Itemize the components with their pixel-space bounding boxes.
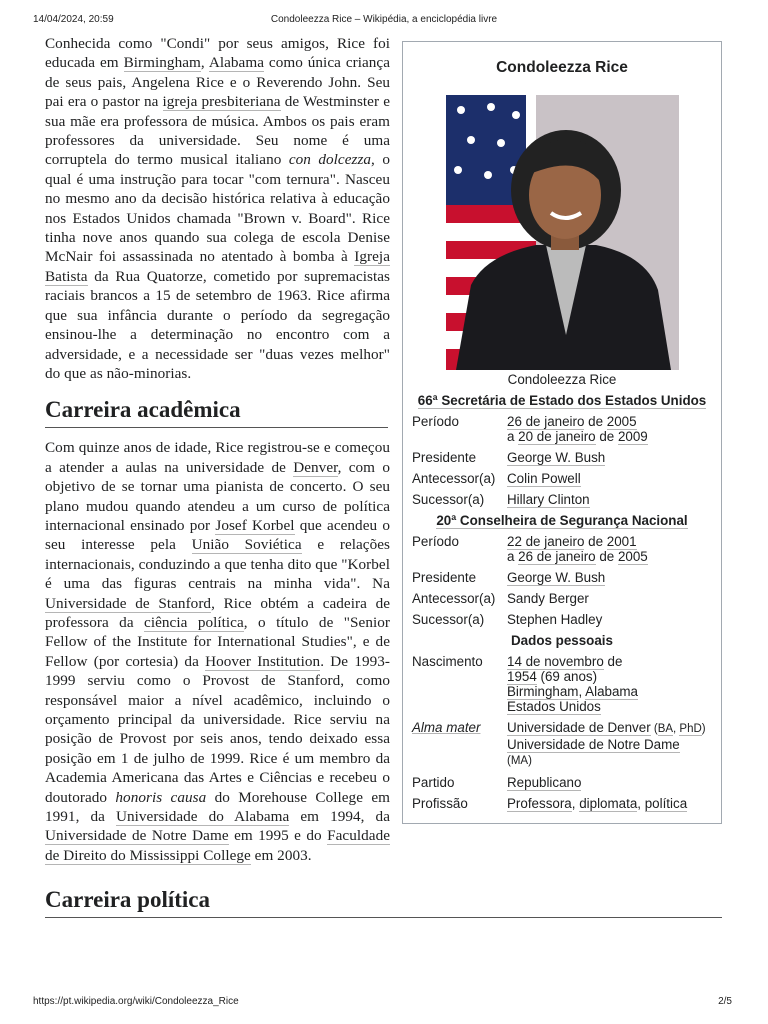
infobox-label[interactable]: Alma mater — [412, 720, 481, 735]
text-run: , Rice obtém a cadeira de professora da — [45, 594, 391, 631]
value-line — [507, 684, 713, 699]
infobox-row — [411, 534, 713, 564]
value-line — [507, 720, 713, 737]
infobox-text: a — [507, 429, 519, 444]
text-run: Conhecida como "Condi" por seus amigos, Rice foi educada em — [45, 35, 390, 72]
value-line — [507, 752, 713, 769]
text-run: de Westminster e sua mãe era professora de música. Ambos os pais eram professores da universidade. Seu nome é uma corruptela do termo musical italiano — [45, 93, 390, 169]
value-line — [507, 612, 713, 627]
value-line — [507, 450, 713, 465]
infobox-value — [507, 492, 713, 507]
value-line — [507, 699, 713, 714]
infobox-value — [507, 570, 713, 585]
infobox-row — [411, 471, 713, 486]
page-number: 2/5 — [718, 996, 732, 1007]
article-link[interactable]: igreja presbiteriana — [162, 93, 281, 111]
infobox-row — [411, 570, 713, 585]
text-run: . De 1993-1999 serviu como o Provost de Stanford, como responsável maior a nível acadêmico, incluindo o orçamento principal da universidade. Rice serviu na posição de Provost por seis anos, tendo deixado essa posição em 1 de julho de 1999. Rice é um membro da Academia Americana das Artes e Ciências e recebeu o doutorado — [45, 652, 390, 806]
infobox-label: Período — [412, 414, 459, 429]
infobox-link[interactable]: Alabama — [585, 684, 639, 699]
infobox-link[interactable]: 14 de novembro — [507, 654, 604, 669]
article-link[interactable]: Denver — [293, 458, 338, 476]
infobox-label: Período — [412, 534, 459, 549]
value-line — [507, 429, 713, 444]
infobox-text: de — [603, 654, 623, 669]
infobox-text: de — [584, 414, 607, 429]
infobox-text: ) — [701, 723, 706, 735]
infobox-label: Antecessor(a) — [412, 591, 496, 606]
photo-caption: Condoleezza Rice — [507, 372, 617, 387]
infobox-link[interactable]: Birmingham — [507, 684, 579, 699]
value-line — [507, 775, 713, 790]
text-run: , o título de "Senior Fellow of the Institute for International Studies", e de Fellow (por cortesia) da — [45, 613, 390, 670]
infobox-row — [411, 414, 713, 444]
infobox-link[interactable]: 2009 — [617, 429, 648, 444]
infobox-link[interactable]: 22 de janeiro — [507, 534, 585, 549]
infobox-link[interactable]: Estados Unidos — [507, 699, 601, 714]
infobox-label: Antecessor(a) — [412, 471, 496, 486]
print-url: https://pt.wikipedia.org/wiki/Condoleezza_Rice — [33, 996, 239, 1007]
article-link[interactable]: Universidade de Stanford — [45, 594, 212, 612]
text-run: do Morehouse College em 1991, da — [45, 788, 391, 826]
infobox-text: Sandy Berger — [507, 591, 589, 606]
value-line — [507, 737, 713, 752]
italic-text: con dolcezza — [288, 151, 372, 169]
infobox-link[interactable]: Hillary Clinton — [507, 492, 590, 507]
infobox-title: Condoleezza Rice — [496, 59, 628, 76]
article-link[interactable]: Birmingham — [123, 54, 201, 72]
infobox — [402, 41, 722, 824]
infobox-row — [411, 720, 713, 769]
article-content — [45, 34, 722, 928]
infobox-value — [507, 450, 713, 465]
infobox-link[interactable]: 26 de janeiro — [507, 414, 585, 429]
infobox-row — [411, 591, 713, 606]
article-link[interactable]: Igreja Batista — [45, 248, 390, 285]
infobox-link[interactable]: Universidade de Notre Dame — [507, 737, 680, 752]
infobox-section-heading — [411, 633, 713, 648]
infobox-value — [507, 775, 713, 790]
infobox-row — [411, 654, 713, 714]
heading-carreira-academica: Carreira acadêmica — [45, 397, 388, 428]
infobox-text: de — [595, 429, 618, 444]
infobox-link[interactable]: BA — [657, 723, 674, 735]
infobox-label: Sucessor(a) — [412, 492, 485, 507]
infobox-link[interactable]: 1954 — [507, 669, 537, 684]
text-run: e relações internacionais, conduzindo a que tenha dito que "Korbel é uma das figuras centrais na minha vida". Na — [45, 536, 390, 593]
value-line — [507, 534, 713, 549]
infobox-link[interactable]: Professora — [507, 796, 572, 811]
infobox-link[interactable]: 2005 — [617, 549, 648, 564]
value-line — [507, 492, 713, 507]
infobox-section-heading — [411, 393, 713, 408]
infobox-link[interactable]: George W. Bush — [507, 570, 606, 585]
infobox-text: de — [595, 549, 618, 564]
value-line — [507, 796, 713, 811]
text-run: em 1994, da — [289, 808, 390, 826]
text-run: , o qual é uma instrução para tocar "com ternura". Nasceu no mesmo ano da decisão histórica relativa à educação nos Estados Unidos chamada "Brown v. Board". Rice tinha nove anos quando sua colega de escola Denise McNair foi assassinada no atentado à bomba à — [45, 151, 390, 266]
infobox-value — [507, 471, 713, 486]
value-line — [507, 591, 713, 606]
heading-link[interactable]: Secretária de Estado dos Estados Unidos — [437, 393, 707, 408]
infobox-link[interactable]: Republicano — [507, 775, 582, 790]
value-line — [507, 570, 713, 585]
infobox-link[interactable]: Universidade de Denver — [507, 720, 651, 735]
infobox-row — [411, 612, 713, 627]
infobox-link[interactable]: 26 de janeiro — [518, 549, 596, 564]
infobox-value — [507, 414, 713, 444]
article-link[interactable]: Universidade de Notre Dame — [45, 827, 229, 845]
infobox-value — [507, 796, 713, 811]
infobox-text: , — [578, 684, 586, 699]
infobox-value — [507, 534, 713, 564]
article-link[interactable]: Alabama — [208, 54, 264, 72]
article-link[interactable]: União Soviética — [191, 536, 302, 554]
infobox-link[interactable]: diplomata — [579, 796, 638, 811]
portrait-photo — [446, 95, 679, 370]
infobox-text: Stephen Hadley — [507, 612, 603, 627]
infobox-row — [411, 775, 713, 790]
infobox-label: Partido — [412, 775, 455, 790]
heading-link[interactable]: 66ª — [417, 393, 438, 408]
value-line — [507, 654, 713, 669]
infobox-section-heading — [411, 513, 713, 528]
infobox-link[interactable]: PhD — [679, 723, 702, 735]
infobox-link[interactable]: 20 de janeiro — [518, 429, 596, 444]
value-line — [507, 549, 713, 564]
print-title: Condoleezza Rice – Wikipédia, a enciclopédia livre — [270, 14, 498, 25]
infobox-link[interactable]: George W. Bush — [507, 450, 606, 465]
infobox-value — [507, 591, 713, 606]
article-link[interactable]: ciência política — [144, 613, 244, 631]
value-line — [507, 471, 713, 486]
infobox-label: Sucessor(a) — [412, 612, 485, 627]
text-run: da Rua Quatorze, cometido por supremacistas raciais brancos a 15 de setembro de 1963. Rice afirma que sua infância durante o período da segregação ensinou-lhe a determinação no encontro com a adversidade, e a necessidade ser "duas vezes melhor" do que as não-minorias. — [45, 267, 390, 382]
infobox-text: (MA) — [507, 755, 532, 767]
heading-text: Dados pessoais — [511, 633, 613, 648]
infobox-text: (69 anos) — [536, 669, 598, 684]
infobox-row — [411, 450, 713, 465]
text-run: que acendeu o seu interesse pela — [45, 516, 390, 554]
infobox-text: , — [637, 796, 645, 811]
value-line — [507, 669, 713, 684]
infobox-link[interactable]: Colin Powell — [507, 471, 581, 486]
infobox-label: Nascimento — [412, 654, 483, 669]
heading-carreira-politica: Carreira política — [45, 887, 722, 918]
infobox-link[interactable]: 2001 — [606, 534, 637, 549]
infobox-value — [507, 612, 713, 627]
text-run: em 2003. — [250, 846, 312, 864]
infobox-text: , — [673, 723, 680, 735]
heading-link[interactable]: 20ª Conselheira de Segurança Nacional — [436, 513, 688, 528]
text-run: , com o objetivo de se tornar uma pianista de concerto. O seu plano mudou quando atendeu a um curso de política internacional ensinado por — [45, 458, 390, 534]
print-datetime: 14/04/2024, 20:59 — [33, 14, 114, 25]
text-run: como única criança de seus pais, Angelena Rice e o Reverendo John. Seu pai era o pastor na — [45, 54, 391, 111]
infobox-label: Presidente — [412, 570, 477, 585]
article-link[interactable]: Universidade do Alabama — [115, 808, 290, 826]
infobox-text: ( — [650, 723, 658, 735]
infobox-label: Profissão — [412, 796, 468, 811]
infobox-text: a — [507, 549, 519, 564]
article-link[interactable]: Hoover Institution — [205, 652, 321, 670]
infobox-text: de — [584, 534, 607, 549]
article-link[interactable]: Faculdade de Direito do Mississippi College — [45, 827, 391, 864]
infobox-link[interactable]: 2005 — [606, 414, 637, 429]
infobox-text: , — [571, 796, 580, 811]
infobox-row — [411, 796, 713, 811]
italic-text: honoris causa — [115, 788, 207, 806]
infobox-value — [507, 654, 713, 714]
infobox-row — [411, 492, 713, 507]
infobox-value — [507, 720, 713, 769]
text-run: Com quinze anos de idade, Rice registrou-se e começou a atender a aulas na universidade de — [45, 439, 390, 476]
text-run: , — [200, 54, 209, 72]
infobox-label: Presidente — [412, 450, 477, 465]
text-run: em 1995 e do — [228, 827, 328, 845]
value-line — [507, 414, 713, 429]
infobox-link[interactable]: política — [644, 796, 688, 811]
article-link[interactable]: Josef Korbel — [215, 516, 295, 534]
